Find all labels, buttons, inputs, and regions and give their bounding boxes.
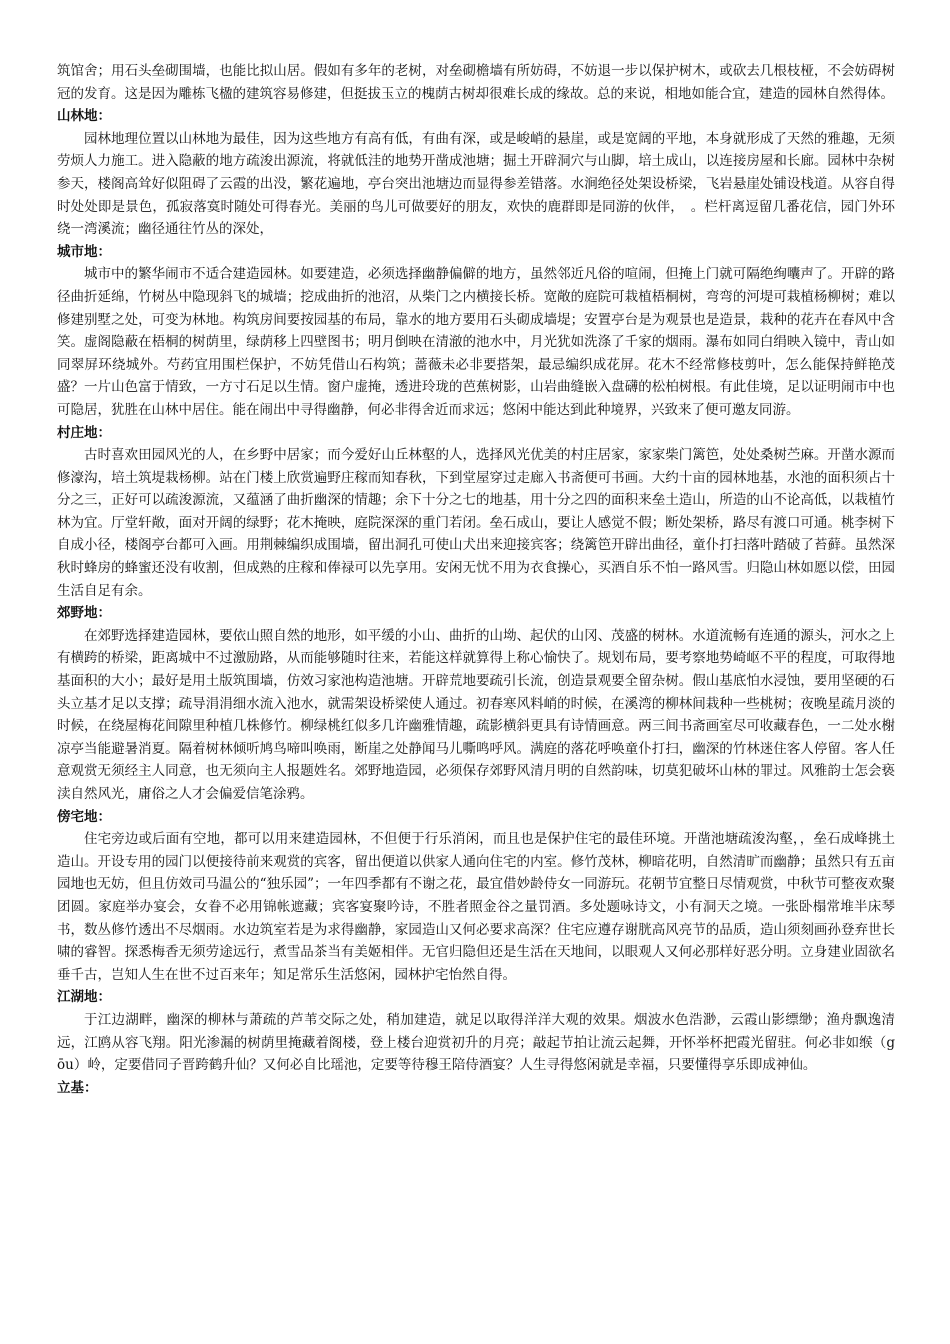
section-heading-bangzhai: 傍宅地： <box>57 808 111 825</box>
section-text-jiaoye: 在郊野选择建造园林，要依山照自然的地形，如平缓的小山、曲折的山坳、起伏的山冈、茂盛的树林。水道流畅有连通的源头，河水之上有横跨的桥梁，距离城中不过激励路，从而能够随时往来，若能这样就算得上称心愉快了。规划布局，要考察地势崎岖不平的程度，可取得地基面积的大小；最好是用土版筑围墙，仿效习家池构造池塘。开辟荒地要疏引长流，创造景观要全留杂树。假山基底怕水浸蚀，要用坚硬的石头立基才足以支撑；疏导涓涓细水流入池水，就需架设桥梁使人通过。初春寒风料峭的时候，在溪湾的柳林间栽种一些桃树；夜晚星疏月淡的时候，在绕屋梅花间隙里种植几株修竹。柳绿桃红似多几许幽雅情趣，疏影横斜更具有诗情画意。两三间书斋画室尽可收藏春色，一二处水榭凉亭当能避暑消夏。隔着树林倾听鸠鸟啼叫唤雨，断崖之处静闻马儿嘶鸣呼风。满庭的落花呼唤童仆打扫，幽深的竹林迷住客人停留。客人任意观赏无须经主人同意，也无须向主人报题姓名。郊野地造园，必须保存郊野风清月明的自然韵味，切莫犯破坏山林的罪过。风雅韵士怎会亵渎自然风光，庸俗之人才会偏爱信笔涂鸦。 <box>57 627 895 802</box>
section-text-jianghu: 于江边湖畔，幽深的柳林与萧疏的芦苇交际之处，稍加建造，就足以取得洋洋大观的效果。烟波水色浩渺，云霞山影缥缈；渔舟飘逸清远，江鸥从容飞翔。阳光渗漏的树荫里掩藏着阁楼，登上楼台迎赏初升的月亮；敲起节拍让流云起舞，开怀举杯把霞光留驻。何必非如缑（gōu）岭，定要借同子晋跨鹤升仙？又何必自比瑶池，定要等待穆王陪侍酒宴？人生寻得悠闲就是幸福，只要懂得享乐即成神仙。 <box>57 1011 895 1074</box>
document-page <box>57 60 895 1099</box>
section-heading-liji: 立基： <box>57 1079 98 1096</box>
section-heading-cunzhuang: 村庄地： <box>57 424 111 441</box>
section-heading-jiaoye: 郊野地： <box>57 605 111 622</box>
section-text-cunzhuang: 古时喜欢田园风光的人，在乡野中居家；而今爱好山丘林壑的人，选择风光优美的村庄居家，家家柴门篱笆，处处桑树苎麻。开凿水源而修濠沟，培土筑堤栽杨柳。站在门楼上欣赏遍野庄稼而知春秋，下到堂屋穿过走廊入书斋便可书画。大约十亩的园林地基，水池的面积须占十分之三，正好可以疏浚源流，又蕴涵了曲折幽深的情趣；余下十分之七的地基，用十分之四的面积来垒土造山，所造的山不论高低，以栽植竹林为宜。厅堂轩敞，面对开阔的绿野；花木掩映，庭院深深的重门若闭。垒石成山，要让人感觉不假；断处架桥，路尽有渡口可通。桃李树下自成小径，楼阁亭台都可入画。用荆棘编织成围墙，留出洞孔可使山犬出来迎接宾客；绕篱笆开辟出曲径，童仆打扫落叶踏破了苔藓。虽然深秋时蜂房的蜂蜜还没有收割，但成熟的庄稼和俸禄可以先享用。安闲无忧不用为衣食操心，买酒自乐不怕一路风雪。归隐山林如愿以偿，田园生活自足有余。 <box>57 447 895 599</box>
section-text-chengshi: 城市中的繁华闹市不适合建造园林。如要建造，必须选择幽静偏僻的地方，虽然邻近凡俗的喧闹，但掩上门就可隔绝绚囔声了。开辟的路径曲折延绵，竹树丛中隐现斜飞的城墙；挖成曲折的池沼，从柴门之内横接长桥。宽敞的庭院可栽植梧桐树，弯弯的河堤可栽植杨柳树；难以修建别墅之处，可变为林地。构筑房间要按园基的布局，靠水的地方要用石头砌成墙堤；安置亭台是为观景也是造景，栽种的花卉在春风中含笑。虚阁隐蔽在梧桐的树荫里，绿荫移上四壁图书；明月倒映在清澈的池水中，月光犹如洗涤了千家的烟雨。瀑布如同白绢映入镜中，青山如同翠屏环绕城外。芍药宜用围栏保护，不妨凭借山石构筑；蔷薇未必非要搭架，最忌编织成花屏。花木不经常修枝剪叶，怎么能保持鲜艳茂盛？一片山色富于情致，一方寸石足以生情。窗户虚掩，透进玲珑的芭蕉树影，山岩曲缝嵌入盘礴的松柏树根。有此佳境，足以证明闹市中也可隐居，犹胜在山林中居住。能在闹出中寻得幽静，何必非得舍近而求远；悠闲中能达到此种境界，兴致来了便可邀友同游。 <box>57 266 895 418</box>
section-text-shanlin: 园林地理位置以山林地为最佳，因为这些地方有高有低，有曲有深，或是峻峭的悬崖，或是宽阔的平地，本身就形成了天然的雅趣，无须劳烦人力施工。进入隐蔽的地方疏浚出源流，将就低洼的地势开凿成池塘；掘土开辟洞穴与山脚，培土成山，以连接房屋和长廊。园林中杂树参天，楼阁高耸好似阻碍了云霞的出没，繁花遍地，亭台突出池塘边而显得参差错落。水涧绝径处架设桥梁，飞岩悬崖处铺设栈道。从容自得时处处即是景色，孤寂落寞时随处可得春光。美丽的鸟儿可做要好的朋友，欢快的鹿群即是同游的伙伴， 。栏杆离逗留几番花信，园门外环绕一湾溪流；幽径通往竹丛的深处， <box>57 130 895 238</box>
section-heading-shanlin: 山林地： <box>57 108 111 125</box>
section-text-bangzhai: 住宅旁边或后面有空地，都可以用来建造园林，不但便于行乐消闲，而且也是保护住宅的最佳环境。开凿池塘疏浚沟壑，，垒石成峰挑土造山。开设专用的园门以便接待前来观赏的宾客，留出便道以供家人通向住宅的内室。修竹茂林，柳暗花明，自然清旷而幽静；虽然只有五亩园地也无妨，但且仿效司马温公的“独乐园”；一年四季都有不谢之花，最宜借妙龄侍女一同游玩。花朝节宜整日尽情观赏，中秋节可整夜欢聚团圆。家庭举办宴会，女眷不必用锦帐遮藏；宾客宴聚吟诗，不胜者照金谷之量罚酒。多处题咏诗文，小有洞天之境。一张卧榻常堆半床琴书，数丛修竹透出不尽烟雨。水边筑室若是为求得幽静，家园造山又何必要求高深？住宅应遵存谢胱高风亮节的品质，造山须刻画孙登弃世长啸的睿智。探悉梅香无须劳途远行，煮雪品茶当有美姬相伴。无官归隐但还是生活在天地间，以眼观人又何必那样好恶分明。立身建业固欲名垂千古，岂知人生在世不过百来年；知足常乐生活悠闲，园林护宅怡然自得。 <box>57 831 895 983</box>
section-heading-jianghu: 江湖地： <box>57 989 111 1006</box>
intro-paragraph: 筑馆舍；用石头垒砌围墙，也能比拟山居。假如有多年的老树，对垒砌檐墙有所妨碍，不妨退一步以保护树木，或砍去几根枝桠，不会妨碍树冠的发育。这是因为雕栋飞楹的建筑容易修建，但挺拔玉立的槐荫古树却很难长成的缘故。总的来说，相地如能合宜，建造的园林自然得体。 <box>57 63 895 102</box>
section-heading-chengshi: 城市地： <box>57 243 111 260</box>
